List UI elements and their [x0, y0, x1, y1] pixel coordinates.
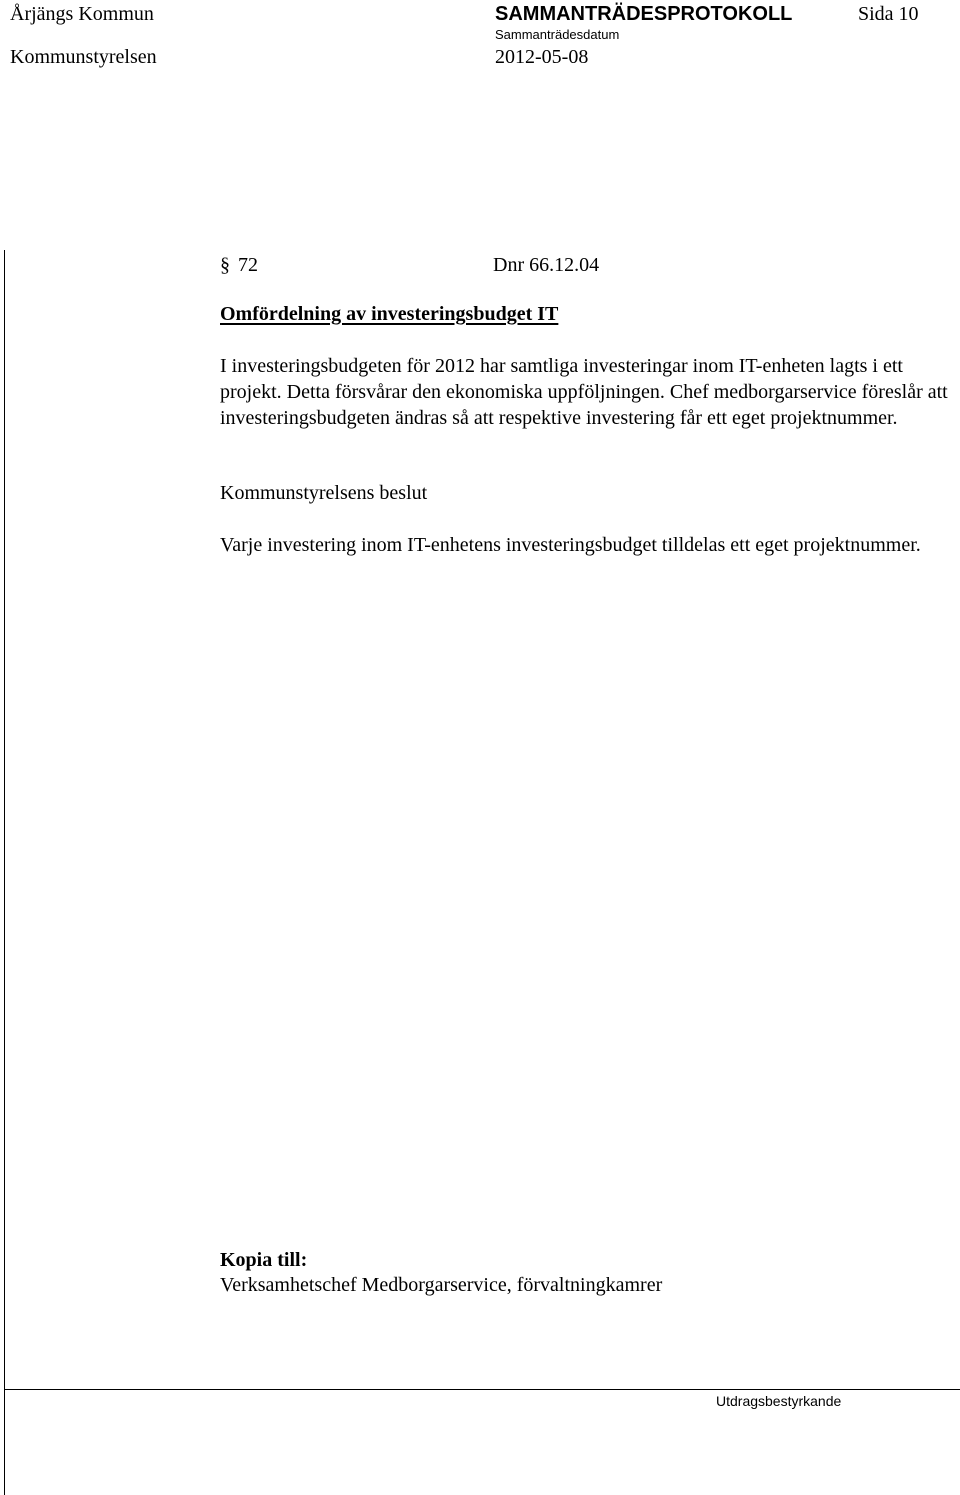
paragraph-symbol: § — [220, 254, 230, 276]
decision-heading: Kommunstyrelsens beslut — [220, 482, 428, 504]
department-name: Kommunstyrelsen — [10, 46, 157, 68]
paragraph-number: 72 — [238, 254, 258, 276]
case-number: Dnr 66.12.04 — [493, 254, 600, 276]
organization-name: Årjängs Kommun — [10, 3, 154, 25]
item-heading: Omfördelning av investeringsbudget IT — [220, 303, 559, 325]
copy-to-label: Kopia till: — [220, 1249, 308, 1271]
copy-to-recipients: Verksamhetschef Medborgarservice, förvaltningkamrer — [220, 1274, 663, 1296]
margin-line-vertical — [4, 250, 5, 1495]
footer-divider — [4, 1389, 960, 1390]
meeting-date-label: Sammanträdesdatum — [495, 27, 620, 42]
decision-text: Varje investering inom IT-enhetens investeringsbudget tilldelas ett eget projektnummer. — [220, 534, 921, 556]
item-body-text: I investeringsbudgeten för 2012 har samtliga investeringar inom IT-enheten lagts i ett projekt. Detta försvårar den ekonomiska uppföljningen. Chef medborgarservice föreslår att investeringsbudgeten ändras så att respektive investering får ett eget projektnummer. — [220, 355, 948, 429]
document-title: SAMMANTRÄDESPROTOKOLL — [495, 3, 793, 25]
meeting-date: 2012-05-08 — [495, 46, 589, 68]
page-number: Sida 10 — [858, 3, 919, 25]
certification-label: Utdragsbestyrkande — [716, 1393, 842, 1409]
